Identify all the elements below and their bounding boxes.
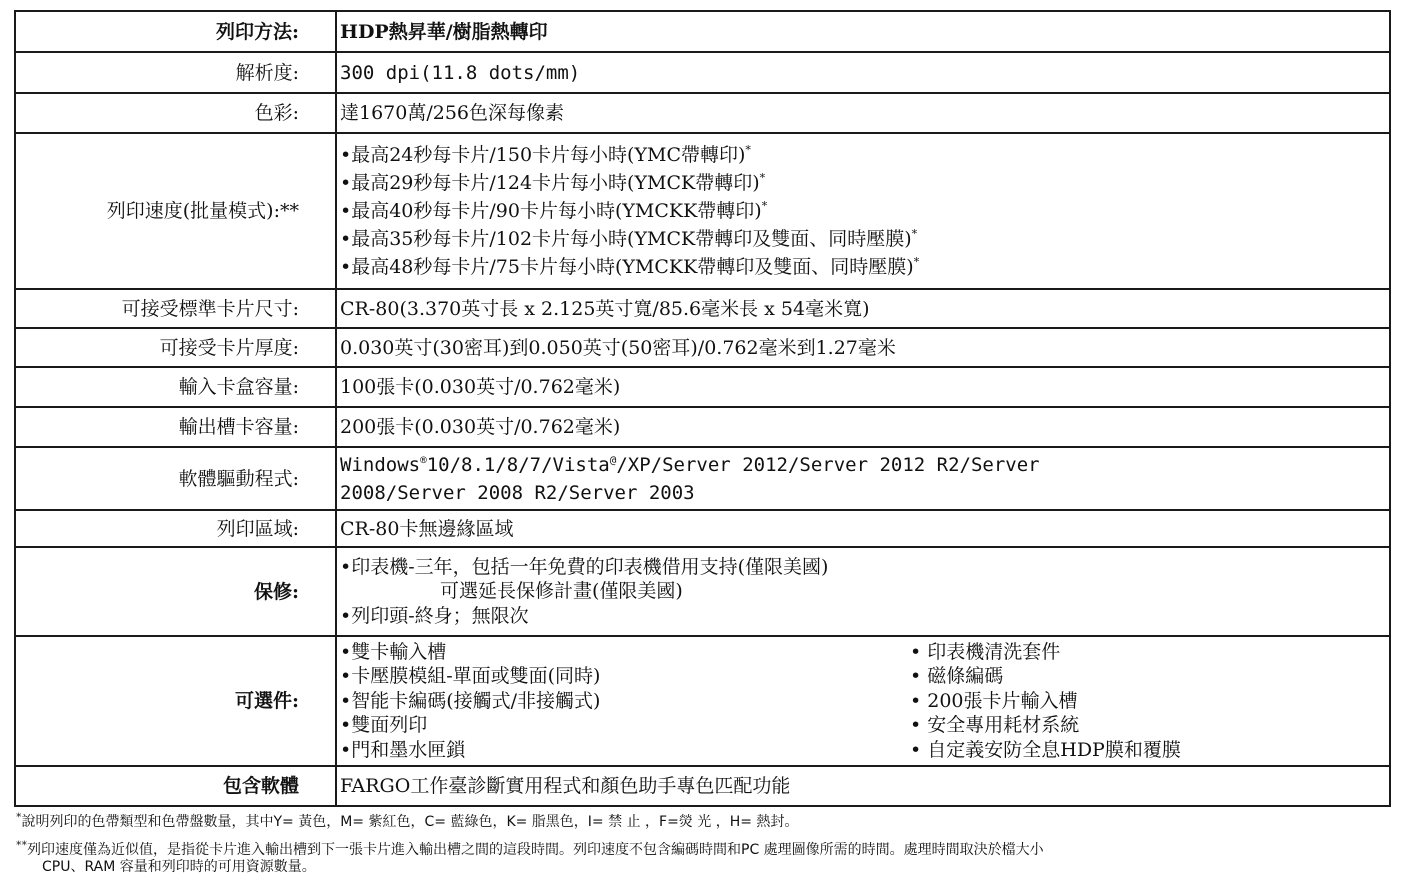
option-item: •智能卡編碼(接觸式/非接觸式)	[340, 689, 601, 712]
footnote-speed-cont: CPU、RAM 容量和列印時的可用資源數量。	[42, 859, 316, 875]
label-print-speed: 列印速度(批量模式):**	[15, 133, 336, 289]
row-output-capacity	[15, 407, 1390, 447]
label-output-capacity: 輸出槽卡容量:	[15, 407, 336, 447]
value-print-speed	[336, 133, 1390, 289]
option-item: •雙卡輸入槽	[340, 640, 447, 663]
row-print-area	[15, 510, 1390, 547]
value-card-size: CR-80(3.370英寸長 x 2.125英寸寬/85.6毫米長 x 54毫米寬)	[336, 289, 1390, 328]
label-options: 可選件:	[15, 636, 336, 766]
footnotes	[16, 808, 1386, 874]
label-card-thickness: 可接受卡片厚度:	[15, 328, 336, 367]
warranty-line: •列印頭-終身；無限次	[340, 604, 529, 627]
footnote-speed: **列印速度僅為近似值，是指從卡片進入輸出槽到下一張卡片進入輸出槽之間的這段時間。列印速度不包含編碼時間和PC 處理圖像所需的時間。處理時間取決於檔大小	[16, 838, 1044, 858]
label-color: 色彩:	[15, 93, 336, 133]
value-card-thickness: 0.030英寸(30密耳)到0.050英寸(50密耳)/0.762毫米到1.27毫米	[336, 328, 1390, 367]
row-card-size	[15, 289, 1390, 328]
row-print-speed	[15, 133, 1390, 289]
spec-table	[14, 10, 1391, 807]
label-print-method: 列印方法:	[15, 11, 336, 52]
row-input-capacity	[15, 367, 1390, 407]
value-warranty	[336, 547, 1390, 636]
value-print-area: CR-80卡無邊緣區域	[336, 510, 1390, 547]
label-software: 包含軟體	[15, 766, 336, 806]
row-options	[15, 636, 1390, 766]
row-card-thickness	[15, 328, 1390, 367]
speed-item: •最高24秒每卡片/150卡片每小時(YMC帶轉印)*	[340, 143, 751, 166]
value-output-capacity: 200張卡(0.030英寸/0.762毫米)	[336, 407, 1390, 447]
row-drivers	[15, 447, 1390, 510]
label-print-area: 列印區域:	[15, 510, 336, 547]
value-input-capacity: 100張卡(0.030英寸/0.762毫米)	[336, 367, 1390, 407]
row-print-method	[15, 11, 1390, 52]
option-item: • 安全專用耗材系統	[910, 714, 1080, 737]
row-color	[15, 93, 1390, 133]
option-item: •雙面列印	[340, 714, 428, 737]
option-item: •卡壓膜模組-單面或雙面(同時)	[340, 665, 601, 688]
option-item: • 磁條編碼	[910, 665, 1004, 688]
footnote-ribbon: *說明列印的色帶類型和色帶盤數量，其中Y= 黃色，M= 紫紅色，C= 藍綠色，K= 脂黑色，I= 禁 止 ，F=熒 光 ，H= 熱封。	[16, 810, 799, 830]
value-print-method: HDP熱昇華/樹脂熱轉印	[336, 11, 1390, 52]
option-item: • 200張卡片輸入槽	[910, 689, 1078, 712]
option-item: •門和墨水匣鎖	[340, 738, 466, 761]
label-resolution: 解析度:	[15, 52, 336, 93]
speed-item: •最高35秒每卡片/102卡片每小時(YMCK帶轉印及雙面、同時壓膜)*	[340, 227, 918, 250]
value-drivers: Windows®10/8.1/8/7/Vista@/XP/Server 2012/Server 2012 R2/Server 2008/Server 2008 R2/Server 2003	[336, 447, 1390, 510]
row-resolution	[15, 52, 1390, 93]
label-warranty: 保修:	[15, 547, 336, 636]
option-item: • 印表機清洗套件	[910, 640, 1061, 663]
label-card-size: 可接受標準卡片尺寸:	[15, 289, 336, 328]
label-input-capacity: 輸入卡盒容量:	[15, 367, 336, 407]
value-color: 達1670萬/256色深每像素	[336, 93, 1390, 133]
warranty-line: •印表機-三年，包括一年免費的印表機借用支持(僅限美國)	[340, 555, 829, 578]
warranty-line: 可選延長保修計畫(僅限美國)	[440, 580, 683, 603]
label-drivers: 軟體驅動程式:	[15, 447, 336, 510]
speed-item: •最高40秒每卡片/90卡片每小時(YMCKK帶轉印)*	[340, 199, 768, 222]
row-warranty	[15, 547, 1390, 636]
option-item: • 自定義安防全息HDP膜和覆膜	[910, 738, 1181, 761]
value-resolution: 300 dpi(11.8 dots/mm)	[336, 52, 1390, 93]
value-options	[336, 636, 1390, 766]
row-software	[15, 766, 1390, 806]
speed-item: •最高29秒每卡片/124卡片每小時(YMCK帶轉印)*	[340, 171, 766, 194]
speed-item: •最高48秒每卡片/75卡片每小時(YMCKK帶轉印及雙面、同時壓膜)*	[340, 255, 920, 278]
value-software: FARGO工作臺診斷實用程式和顏色助手專色匹配功能	[336, 766, 1390, 806]
